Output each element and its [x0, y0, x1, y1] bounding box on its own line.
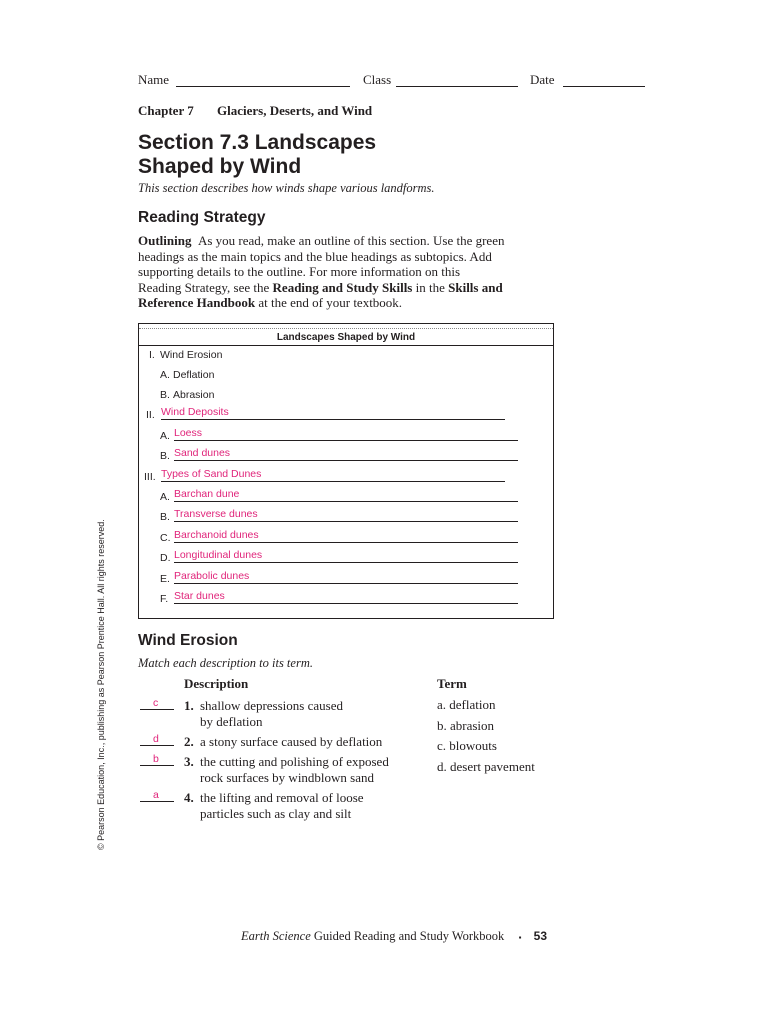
question-number: 1. — [184, 698, 194, 713]
footer-bullet: ▪ — [518, 933, 522, 942]
answer-blank[interactable] — [140, 709, 174, 710]
outline-item-label: I. — [149, 349, 155, 361]
rs-line4-pre: Reading Strategy, see the — [138, 279, 273, 295]
outline-item-label: F. — [160, 593, 169, 605]
class-label: Class — [363, 72, 392, 87]
rs-line4-bold1: Reading and Study Skills — [272, 279, 413, 295]
term-item: c. blowouts — [437, 738, 497, 753]
outline-title: Landscapes Shaped by Wind — [276, 332, 416, 343]
rs-line5-bold: Reference Handbook — [138, 295, 256, 311]
outlining-lead: Outlining — [138, 233, 192, 248]
outline-item-label: B. — [160, 389, 170, 401]
term-item: b. abrasion — [437, 718, 495, 733]
section-title — [138, 131, 376, 179]
description-header: Description — [184, 676, 249, 691]
outline-item-label: B. — [160, 450, 170, 462]
outline-answer[interactable]: Transverse dunes — [174, 508, 258, 520]
section-title-line2: Shaped by Wind — [138, 155, 302, 178]
outline-answer[interactable]: Barchanoid dunes — [174, 529, 259, 541]
section-description: This section describes how winds shape various landforms. — [138, 181, 435, 195]
footer-book-rest: Guided Reading and Study Workbook — [310, 929, 505, 943]
outline-answer-line — [174, 583, 518, 584]
outline-item-label: C. — [160, 532, 171, 544]
outline-answer-line — [174, 440, 518, 441]
outline-title-rule — [139, 328, 553, 329]
outline-item-label: A. — [160, 430, 170, 442]
chapter-title: Glaciers, Deserts, and Wind — [217, 103, 373, 118]
outline-item-text: Wind Erosion — [160, 349, 223, 361]
answer-blank-value[interactable]: d — [153, 733, 159, 745]
outline-item-label: III. — [144, 471, 156, 483]
outline-item-label: B. — [160, 511, 170, 523]
reading-strategy-body — [138, 233, 558, 311]
outline-answer[interactable]: Star dunes — [174, 590, 225, 602]
answer-blank[interactable] — [140, 745, 174, 746]
outline-answer-line — [161, 481, 505, 482]
outline-answer[interactable]: Loess — [174, 427, 203, 439]
copyright-notice: © Pearson Education, Inc., publishing as Pearson Prentice Hall. All rights reserved. — [96, 519, 106, 850]
answer-blank[interactable] — [140, 801, 174, 802]
date-label: Date — [530, 72, 555, 87]
rs-line1: As you read, make an outline of this section. Use the green — [197, 233, 505, 248]
outline-item-text: Abrasion — [173, 389, 215, 401]
outline-item-text: Deflation — [173, 369, 215, 381]
outline-box — [138, 323, 554, 619]
wind-erosion-heading: Wind Erosion — [138, 632, 238, 649]
outline-answer[interactable]: Barchan dune — [174, 488, 240, 500]
reading-strategy-heading: Reading Strategy — [138, 209, 266, 226]
match-instruction: Match each description to its term. — [138, 656, 313, 670]
rs-line3: supporting details to the outline. For more information on this — [138, 264, 461, 280]
page-number: 53 — [533, 929, 548, 943]
answer-blank-value[interactable]: a — [153, 789, 159, 801]
outline-answer[interactable]: Wind Deposits — [161, 406, 229, 418]
outline-item-label: D. — [160, 552, 171, 564]
name-label: Name — [138, 72, 170, 87]
footer — [241, 929, 547, 944]
outline-answer[interactable]: Parabolic dunes — [174, 570, 250, 582]
question-text: the cutting and polishing of exposed — [200, 754, 389, 769]
question-text: rock surfaces by windblown sand — [200, 770, 375, 785]
term-item: d. desert pavement — [437, 759, 535, 774]
outline-answer[interactable]: Sand dunes — [174, 447, 231, 459]
outline-answer[interactable]: Longitudinal dunes — [174, 549, 263, 561]
question-text: shallow depressions caused — [200, 698, 343, 713]
rs-line5-post: at the end of your textbook. — [255, 295, 403, 311]
rs-line2: headings as the main topics and the blue headings as subtopics. Add — [138, 248, 492, 264]
question-text: the lifting and removal of loose — [200, 790, 364, 805]
name-field[interactable] — [176, 86, 350, 87]
date-field[interactable] — [563, 86, 645, 87]
section-title-line1: Section 7.3 Landscapes — [138, 131, 377, 154]
outline-item-label: A. — [160, 369, 170, 381]
footer-book-title: Earth Science — [241, 929, 311, 943]
outline-item-label: E. — [160, 573, 170, 585]
outline-answer[interactable]: Types of Sand Dunes — [161, 468, 262, 480]
outline-item-label: A. — [160, 491, 170, 503]
outline-item-label: II. — [146, 409, 155, 421]
answer-blank-value[interactable]: c — [153, 697, 159, 709]
question-number: 3. — [184, 754, 194, 769]
question-number: 2. — [184, 734, 194, 749]
outline-answer-line — [174, 562, 518, 563]
outline-answer-line — [174, 542, 518, 543]
question-text: a stony surface caused by deflation — [200, 734, 383, 749]
question-text: by deflation — [200, 714, 263, 729]
outline-answer-line — [174, 501, 518, 502]
question-number: 4. — [184, 790, 194, 805]
outline-title-divider — [139, 345, 553, 346]
outline-answer-line — [161, 419, 505, 420]
term-item: a. deflation — [437, 697, 496, 712]
answer-blank[interactable] — [140, 765, 174, 766]
outline-answer-line — [174, 521, 518, 522]
class-field[interactable] — [396, 86, 518, 87]
question-text: particles such as clay and silt — [200, 806, 352, 821]
rs-line4-mid: in the — [412, 279, 449, 295]
chapter-label: Chapter 7 — [138, 103, 194, 118]
outline-answer-line — [174, 603, 518, 604]
answer-blank-value[interactable]: b — [153, 753, 159, 765]
rs-line4-bold2: Skills and — [448, 279, 503, 295]
outline-answer-line — [174, 460, 518, 461]
term-header: Term — [437, 676, 467, 691]
